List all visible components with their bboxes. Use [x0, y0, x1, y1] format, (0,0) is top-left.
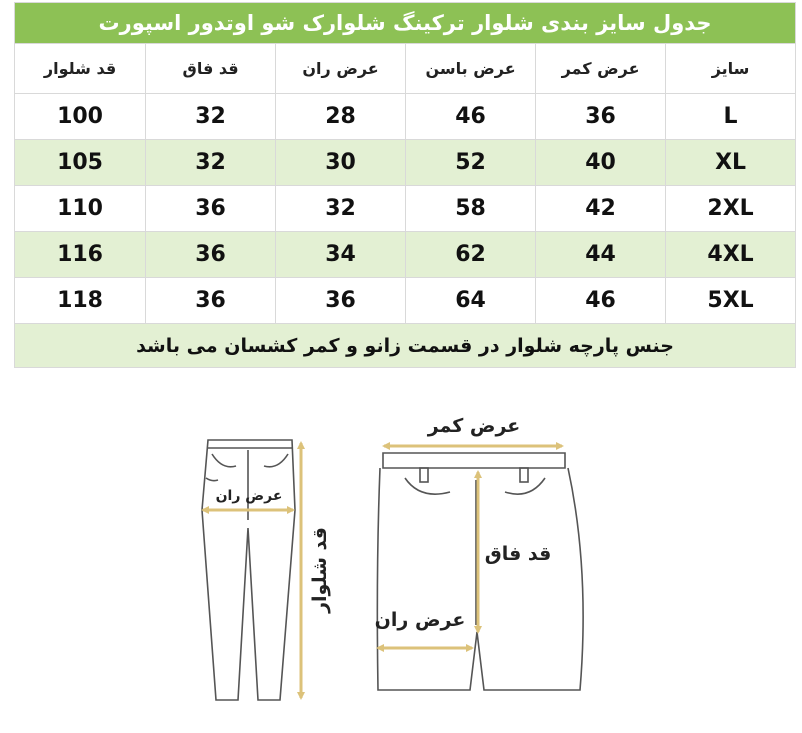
pants-measurement-diagram [0, 370, 802, 733]
cell-waist: 36 [536, 94, 666, 140]
cell-rise: 36 [146, 186, 276, 232]
cell-rise: 36 [146, 278, 276, 324]
cell-hip: 62 [406, 232, 536, 278]
size-chart-table [14, 2, 796, 368]
cell-rise: 32 [146, 140, 276, 186]
fabric-note: جنس پارچه شلوار در قسمت زانو و کمر کشسان می باشد [15, 324, 796, 368]
cell-waist: 46 [536, 278, 666, 324]
table-row [15, 140, 796, 186]
cell-length: 100 [15, 94, 146, 140]
cell-length: 118 [15, 278, 146, 324]
column-header-size: سایز [666, 44, 796, 94]
column-header-thigh: عرض ران [276, 44, 406, 94]
table-title: جدول سایز بندی شلوار ترکینگ شلوارک شو اوتدور اسپورت [15, 3, 796, 44]
column-header-hip: عرض باسن [406, 44, 536, 94]
cell-thigh: 32 [276, 186, 406, 232]
thigh-label: عرض ران [374, 609, 466, 631]
cell-size: XL [666, 140, 796, 186]
cell-waist: 44 [536, 232, 666, 278]
table-row [15, 232, 796, 278]
cell-size: L [666, 94, 796, 140]
cell-size: 2XL [666, 186, 796, 232]
cell-rise: 36 [146, 232, 276, 278]
cell-rise: 32 [146, 94, 276, 140]
cell-length: 105 [15, 140, 146, 186]
cell-hip: 52 [406, 140, 536, 186]
column-header-rise: قد فاق [146, 44, 276, 94]
cell-hip: 58 [406, 186, 536, 232]
cell-length: 116 [15, 232, 146, 278]
table-row [15, 186, 796, 232]
cell-size: 4XL [666, 232, 796, 278]
cell-thigh: 34 [276, 232, 406, 278]
table-row [15, 278, 796, 324]
cell-length: 110 [15, 186, 146, 232]
pants-top-illustration [374, 453, 583, 690]
cell-thigh: 30 [276, 140, 406, 186]
table-row [15, 94, 796, 140]
column-header-length: قد شلوار [15, 44, 146, 94]
cell-hip: 46 [406, 94, 536, 140]
cell-waist: 40 [536, 140, 666, 186]
left-thigh-label: عرض ران [215, 488, 283, 504]
cell-hip: 64 [406, 278, 536, 324]
cell-thigh: 28 [276, 94, 406, 140]
cell-size: 5XL [666, 278, 796, 324]
cell-thigh: 36 [276, 278, 406, 324]
waist-label: عرض کمر [427, 415, 521, 437]
left-length-label: قد شلوار [309, 527, 331, 613]
rise-label: قد فاق [484, 543, 552, 565]
column-header-waist: عرض کمر [536, 44, 666, 94]
full-pants-illustration [202, 440, 295, 700]
cell-waist: 42 [536, 186, 666, 232]
